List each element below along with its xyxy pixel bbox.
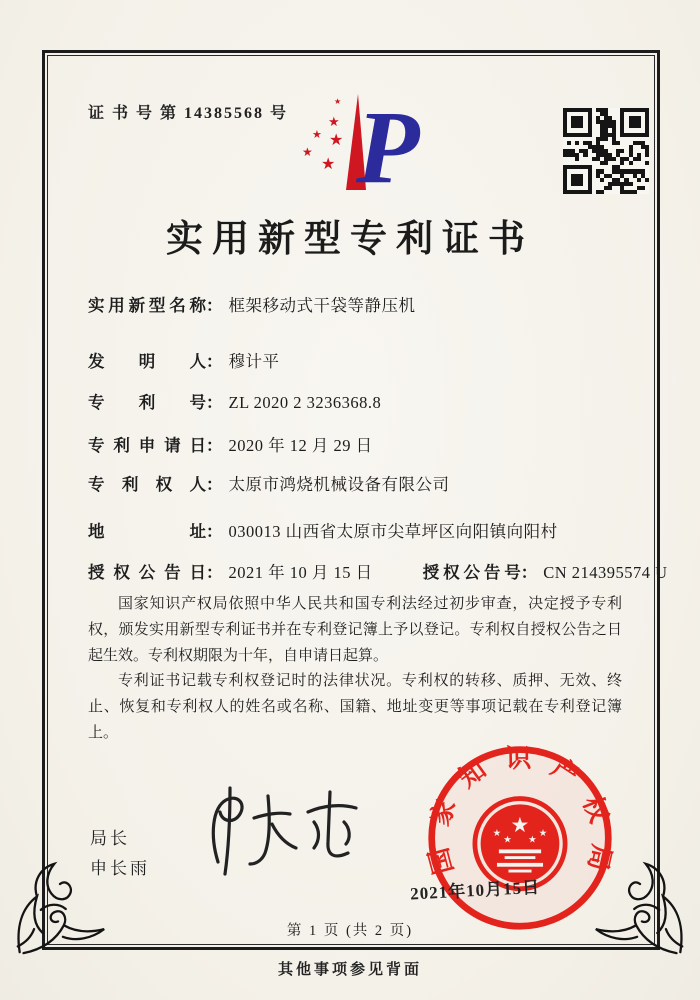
svg-text:★: ★: [510, 813, 530, 838]
certificate-number: 证 书 号 第 14385568 号: [88, 105, 289, 122]
svg-text:★: ★: [492, 828, 502, 839]
legal-paragraph: 国家知识产权局依照中华人民共和国专利法经过初步审查，决定授予专利权，颁发实用新型专利证书并在专利登记簿上予以登记。专利权自授权公告之日起生效。专利权期限为十年，自申请日起算。: [88, 596, 622, 664]
field-colon: ：: [206, 475, 223, 494]
field-inventor: [88, 348, 280, 372]
field-label: 实用新型名称: [88, 296, 206, 315]
field-value: 太原市鸿烧机械设备有限公司: [228, 475, 450, 494]
director-block: [90, 824, 150, 884]
legal-text-block: [88, 592, 622, 747]
cnipa-logo-icon: [272, 86, 428, 198]
svg-text:★: ★: [329, 132, 344, 149]
field-value: 2021 年 10 月 15 日: [228, 563, 373, 582]
field-label: 专利权人: [88, 475, 206, 494]
field-grant-date: [88, 559, 668, 583]
field-label: 授权公告日: [88, 563, 206, 582]
field-label: 专利申请日: [88, 436, 206, 455]
field-colon: ：: [206, 296, 223, 315]
legal-paragraph: 专利证书记载专利权登记时的法律状况。专利权的转移、质押、无效、终止、恢复和专利权人的姓名或名称、国籍、地址变更等事项记载在专利登记簿上。: [88, 673, 622, 741]
field-value: 2020 年 12 月 29 日: [228, 436, 373, 455]
svg-text:★: ★: [312, 129, 322, 141]
svg-text:★: ★: [321, 156, 336, 173]
svg-text:P: P: [356, 90, 420, 198]
field-colon: ：: [206, 352, 223, 371]
field-colon: ：: [206, 393, 223, 412]
svg-text:★: ★: [328, 114, 340, 129]
field-colon: ：: [206, 563, 223, 582]
svg-text:★: ★: [538, 828, 548, 839]
page-number: 第 1 页 (共 2 页): [286, 923, 414, 939]
back-side-note: 其他事项参见背面: [277, 962, 422, 978]
seal-date: 2021年10月15日: [409, 877, 541, 904]
field-value: 框架移动式干袋等静压机: [228, 296, 416, 315]
field-value: ZL 2020 2 3236368.8: [228, 393, 382, 412]
field-label: 地址: [88, 522, 206, 541]
field-label: 发明人: [88, 352, 206, 371]
field-patent-number: [88, 389, 381, 413]
field-colon: ：: [206, 522, 223, 541]
field-colon: ：: [520, 563, 538, 582]
handwritten-signature-icon: [192, 784, 370, 880]
official-seal-icon: [424, 740, 616, 932]
field-colon: ：: [206, 436, 223, 455]
field-grant-number: [423, 563, 668, 582]
field-value: CN 214395574 U: [543, 563, 668, 582]
field-value: 穆计平: [228, 352, 280, 371]
seal-text: 国家知识产权局: [424, 743, 616, 878]
director-name: 申长雨: [90, 858, 150, 878]
certificate-title: 实用新型专利证书: [166, 219, 534, 260]
director-title: 局长: [90, 829, 130, 848]
field-patentee: [88, 471, 450, 495]
field-label: 专利号: [88, 393, 206, 412]
qr-code-icon: [563, 108, 649, 194]
field-filing-date: [88, 432, 373, 456]
svg-text:★: ★: [334, 97, 342, 106]
field-utility-model-name: [88, 292, 416, 316]
svg-text:★: ★: [503, 834, 512, 846]
field-value: 030013 山西省太原市尖草坪区向阳镇向阳村: [228, 522, 558, 541]
field-address: [88, 518, 558, 542]
svg-text:★: ★: [302, 145, 313, 159]
field-label: 授权公告号: [422, 563, 521, 582]
svg-text:★: ★: [528, 834, 537, 846]
